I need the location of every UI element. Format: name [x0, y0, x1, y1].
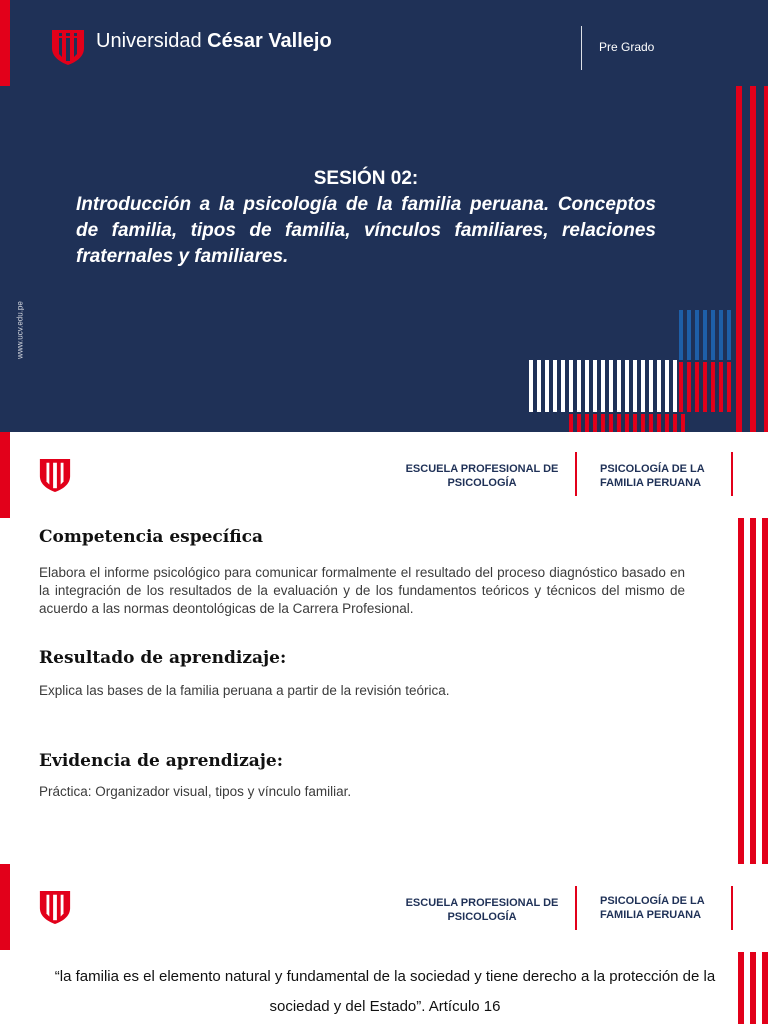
stripe	[569, 414, 573, 432]
stripe	[750, 86, 756, 432]
stripe	[727, 362, 731, 412]
stripe	[695, 362, 699, 412]
stripe	[537, 360, 541, 412]
stripe	[649, 414, 653, 432]
result-text: Explica las bases de la familia peruana a partir de la revisión teórica.	[39, 683, 450, 698]
stripe	[553, 360, 557, 412]
stripe	[665, 414, 669, 432]
university-name: Universidad César Vallejo	[96, 30, 332, 52]
stripe	[665, 360, 669, 412]
session-topic: Introducción a la psicología de la familia peruana. Conceptos de familia, tipos de familia, vínculos familiares, relaciones fraternales y familiares.	[76, 194, 656, 267]
header-divider	[731, 886, 733, 930]
stripe	[679, 362, 683, 412]
stripe	[617, 414, 621, 432]
result-heading: Resultado de aprendizaje:	[39, 648, 287, 668]
stripe	[695, 310, 699, 360]
stripe	[633, 360, 637, 412]
stripe	[569, 360, 573, 412]
decorative-stripes	[738, 518, 768, 864]
competence-heading: Competencia específica	[39, 527, 263, 547]
stripe	[673, 360, 677, 412]
stripe	[601, 414, 605, 432]
stripe	[585, 360, 589, 412]
stripe	[736, 86, 742, 432]
stripe	[577, 414, 581, 432]
stripe	[601, 360, 605, 412]
stripe	[679, 310, 683, 360]
evidence-text: Práctica: Organizador visual, tipos y vínculo familiar.	[39, 784, 352, 799]
header-divider	[731, 452, 733, 496]
competence-text: Elabora el informe psicológico para comunicar formalmente el resultado del proceso diagnóstico basado en la integración de los resultados de la evaluación y de los fundamentos teóricos y técnicos del mismo de acuerdo a las normas deontológicas de la Carrera Profesional.	[39, 565, 685, 616]
stripe	[687, 362, 691, 412]
stripe	[593, 414, 597, 432]
stripe	[673, 414, 677, 432]
school-name: ESCUELA PROFESIONAL DE PSICOLOGÍA	[405, 463, 559, 489]
stripe	[625, 360, 629, 412]
quote-slide	[0, 864, 768, 1024]
stripe	[593, 360, 597, 412]
stripe	[719, 362, 723, 412]
red-accent-bar	[0, 432, 10, 518]
stripe	[703, 362, 707, 412]
stripe	[633, 414, 637, 432]
header-divider	[575, 452, 577, 496]
school-name: ESCUELA PROFESIONAL DE PSICOLOGÍA	[405, 897, 559, 923]
stripe	[657, 414, 661, 432]
header-divider	[575, 886, 577, 930]
stripe	[719, 310, 723, 360]
course-name: PSICOLOGÍA DE LA FAMILIA PERUANA	[600, 895, 705, 921]
stripe	[585, 414, 589, 432]
stripe	[609, 414, 613, 432]
stripe	[649, 360, 653, 412]
stripe	[657, 360, 661, 412]
stripe	[687, 310, 691, 360]
stripe	[609, 360, 613, 412]
stripe	[641, 414, 645, 432]
stripe	[545, 360, 549, 412]
stripe	[625, 414, 629, 432]
family-quote: “la familia es el elemento natural y fundamental de la sociedad y tiene derecho a la protección de la sociedad y del Estado”. Artículo 16	[54, 968, 716, 1015]
evidence-heading: Evidencia de aprendizaje:	[39, 751, 284, 771]
stripe	[577, 360, 581, 412]
stripe	[681, 414, 685, 432]
stripe	[641, 360, 645, 412]
cover-slide	[0, 0, 768, 432]
stripe	[617, 360, 621, 412]
ucv-shield-logo-icon	[38, 456, 72, 494]
red-accent-bar	[0, 864, 10, 950]
stripe	[711, 310, 715, 360]
stripe	[711, 362, 715, 412]
competencies-slide	[0, 432, 768, 864]
stripe	[529, 360, 533, 412]
ucv-shield-logo-icon	[38, 888, 72, 926]
website-label: www.ucv.edu.pe	[15, 301, 25, 359]
decorative-stripes	[0, 0, 768, 432]
stripe	[561, 360, 565, 412]
program-label: Pre Grado	[599, 40, 655, 54]
course-name: PSICOLOGÍA DE LA FAMILIA PERUANA	[600, 463, 705, 489]
decorative-stripes	[738, 952, 768, 1024]
stripe	[764, 86, 768, 432]
stripe	[727, 310, 731, 360]
stripe	[703, 310, 707, 360]
session-number: SESIÓN 02:	[313, 168, 419, 189]
